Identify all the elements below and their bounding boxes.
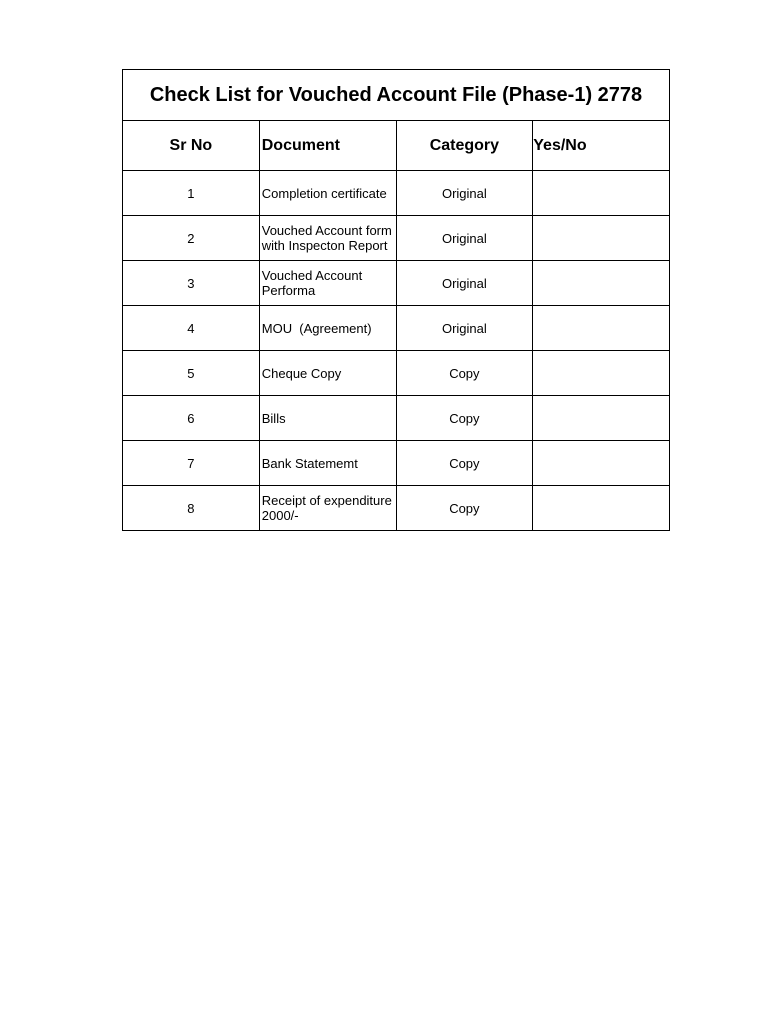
header-row [123, 121, 670, 171]
table-row [123, 261, 670, 306]
column-header-yes-no: Yes/No [533, 121, 670, 171]
document-cell: Vouched Account Performa [259, 261, 396, 306]
category-cell: Copy [396, 396, 533, 441]
column-header-document: Document [259, 121, 396, 171]
category-cell: Original [396, 216, 533, 261]
yes-no-cell[interactable] [533, 171, 670, 216]
document-cell: MOU (Agreement) [259, 306, 396, 351]
title-row [123, 70, 670, 121]
column-header-sr-no: Sr No [123, 121, 260, 171]
sr-no-cell: 3 [123, 261, 260, 306]
yes-no-cell[interactable] [533, 261, 670, 306]
yes-no-cell[interactable] [533, 351, 670, 396]
category-cell: Copy [396, 486, 533, 531]
document-cell: Completion certificate [259, 171, 396, 216]
document-cell: Receipt of expenditure 2000/- [259, 486, 396, 531]
document-cell: Bills [259, 396, 396, 441]
table-row [123, 396, 670, 441]
document-cell: Vouched Account form with Inspecton Report [259, 216, 396, 261]
sr-no-cell: 2 [123, 216, 260, 261]
category-cell: Copy [396, 441, 533, 486]
category-cell: Original [396, 261, 533, 306]
table-row [123, 306, 670, 351]
table-row [123, 351, 670, 396]
checklist-title: Check List for Vouched Account File (Phase-1) 2778 [123, 70, 670, 121]
yes-no-cell[interactable] [533, 441, 670, 486]
document-cell: Bank Statememt [259, 441, 396, 486]
category-cell: Original [396, 171, 533, 216]
checklist-table [122, 69, 670, 531]
column-header-category: Category [396, 121, 533, 171]
sr-no-cell: 6 [123, 396, 260, 441]
yes-no-cell[interactable] [533, 486, 670, 531]
category-cell: Original [396, 306, 533, 351]
sr-no-cell: 4 [123, 306, 260, 351]
table-row [123, 486, 670, 531]
document-cell: Cheque Copy [259, 351, 396, 396]
sr-no-cell: 8 [123, 486, 260, 531]
sr-no-cell: 7 [123, 441, 260, 486]
yes-no-cell[interactable] [533, 216, 670, 261]
yes-no-cell[interactable] [533, 396, 670, 441]
table-row [123, 171, 670, 216]
sr-no-cell: 1 [123, 171, 260, 216]
sr-no-cell: 5 [123, 351, 260, 396]
table-row [123, 216, 670, 261]
yes-no-cell[interactable] [533, 306, 670, 351]
category-cell: Copy [396, 351, 533, 396]
table-row [123, 441, 670, 486]
